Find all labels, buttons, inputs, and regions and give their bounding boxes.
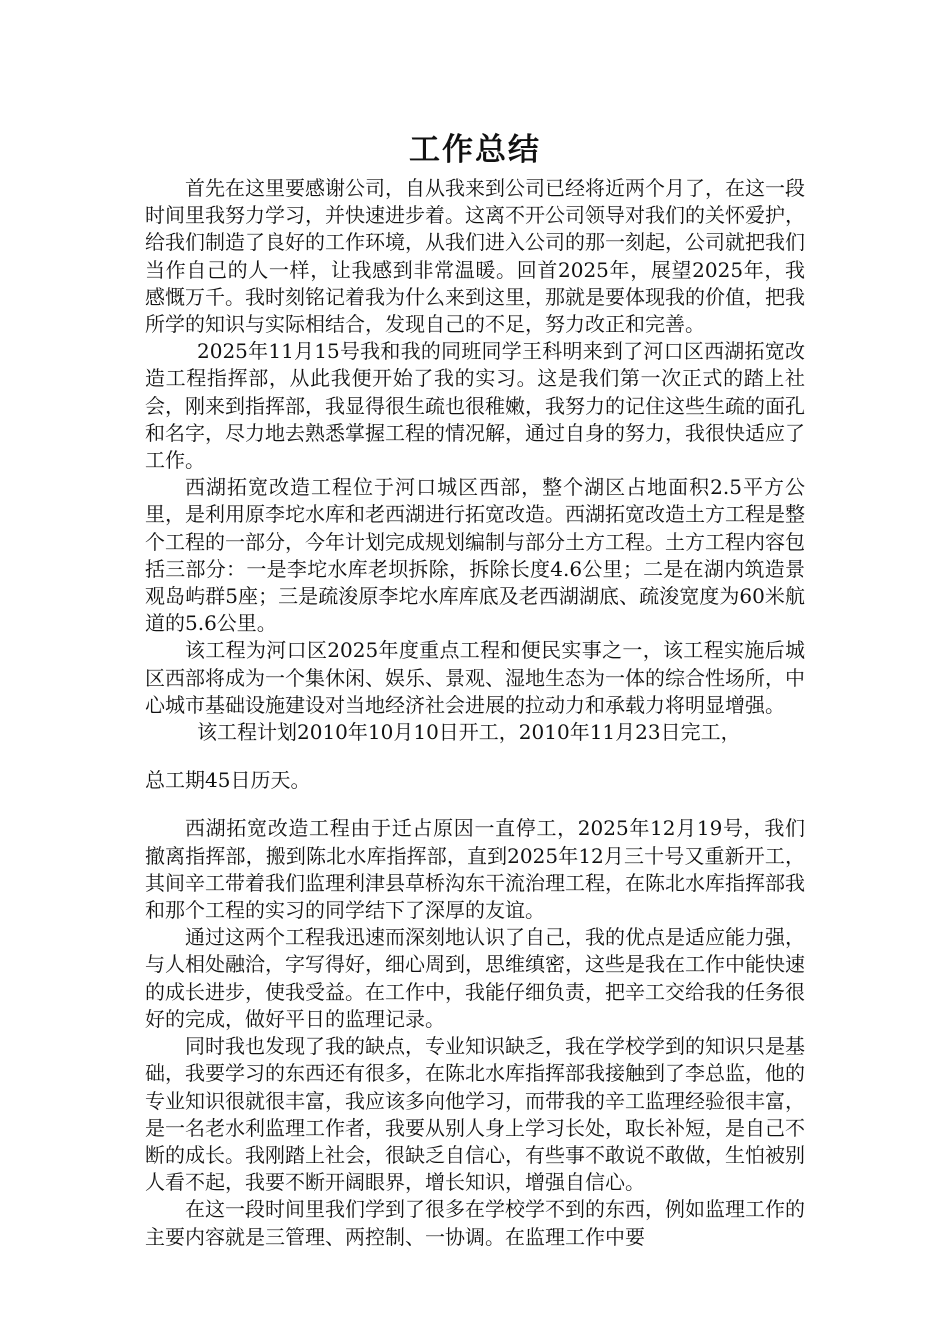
paragraph-schedule: 该工程计划2010年10月10日开工，2010年11月23日完工， xyxy=(197,720,741,745)
paragraph-internship-start: 2025年11月15号我和我的同班同学王科明来到了河口区西湖拓宽改造工程指挥部，从此我便开始了我的实习。这是我们第一次正式的踏上社会，刚来到指挥部，我显得很生疏也很稚嫩，我努力的记住这些生疏的面孔和名字，尽力地去熟悉掌握工程的情况解，通过自身的努力，我很快适应了工作。 xyxy=(145,339,805,473)
paragraph-project-significance: 该工程为河口区2025年度重点工程和便民实事之一，该工程实施后城区西部将成为一个集休闲、娱乐、景观、湿地生态为一体的综合性场所，中心城市基础设施建设对当地经济社会进展的拉动力和承载力将明显增强。 xyxy=(145,638,805,717)
document-title: 工作总结 xyxy=(409,132,541,168)
paragraph-work-stoppage: 西湖拓宽改造工程由于迁占原因一直停工，2025年12月19号，我们撤离指挥部，搬到陈北水库指挥部，直到2025年12月三十号又重新开工，其间辛工带着我们监理利津县草桥沟东干流治理工程，在陈北水库指挥部我和那个工程的实习的同学结下了深厚的友谊。 xyxy=(145,816,805,923)
paragraph-project-overview: 西湖拓宽改造工程位于河口城区西部，整个湖区占地面积2.5平方公里，是利用原李坨水库和老西湖进行拓宽改造。西湖拓宽改造土方工程是整个工程的一部分，今年计划完成规划编制与部分土方工程。土方工程内容包括三部分：一是李坨水库老坝拆除，拆除长度4.6公里；二是在湖内筑造景观岛屿群5座；三是疏浚原李坨水库库底及老西湖湖底、疏浚宽度为60米航道的5.6公里。 xyxy=(145,475,805,636)
paragraph-strengths: 通过这两个工程我迅速而深刻地认识了自己，我的优点是适应能力强，与人相处融洽，字写得好，细心周到，思维缜密，这些是我在工作中能快速的成长进步，使我受益。在工作中，我能仔细负责，把辛工交给我的任务很好的完成，做好平日的监理记录。 xyxy=(145,925,805,1031)
paragraph-weaknesses: 同时我也发现了我的缺点，专业知识缺乏，我在学校学到的知识只是基础，我要学习的东西还有很多，在陈北水库指挥部我接触到了李总监，他的专业知识很就很丰富，我应该多向他学习，而带我的辛工监理经验很丰富，是一名老水利监理工作者，我要从别人身上学习长处，取长补短，是自己不断的成长。我刚踏上社会，很缺乏自信心，有些事不敢说不敢做，生怕被别人看不起，我要不断开阔眼界，增长知识，增强自信心。 xyxy=(145,1034,805,1195)
paragraph-lessons: 在这一段时间里我们学到了很多在学校学不到的东西，例如监理工作的主要内容就是三管理、两控制、一协调。在监理工作中要 xyxy=(145,1197,805,1249)
document-body xyxy=(145,175,805,1251)
paragraph-intro: 首先在这里要感谢公司，自从我来到公司已经将近两个月了，在这一段时间里我努力学习，并快速进步着。这离不开公司领导对我们的关怀爱护，给我们制造了良好的工作环境，从我们进入公司的那一刻起，公司就把我们当作自己的人一样，让我感到非常温暖。回首2025年，展望2025年，我感慨万千。我时刻铭记着我为什么来到这里，那就是要体现我的价值，把我所学的知识与实际相结合，发现自己的不足，努力改正和完善。 xyxy=(145,176,805,337)
paragraph-duration: 总工期45日历天。 xyxy=(145,768,311,793)
